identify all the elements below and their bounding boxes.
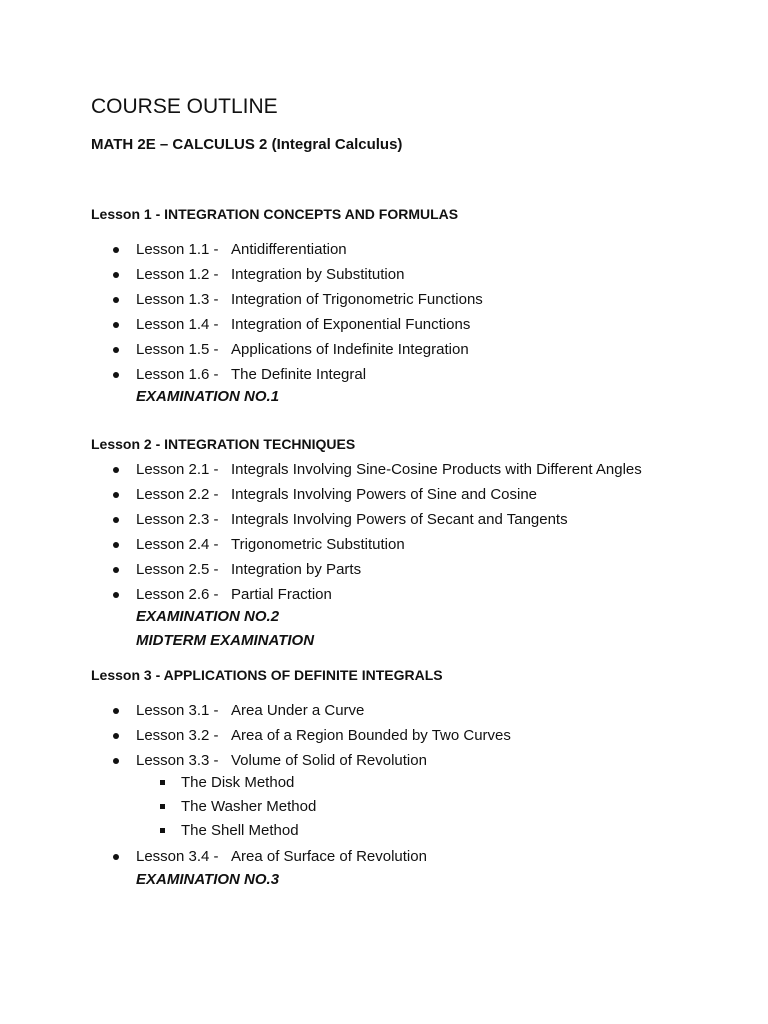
lesson-topic: Integration of Exponential Functions: [231, 316, 471, 333]
lesson-topic: The Definite Integral: [231, 366, 367, 383]
bullet-icon: [113, 517, 119, 523]
square-bullet-icon: [160, 804, 165, 809]
section-heading-lesson-1: Lesson 1 - INTEGRATION CONCEPTS AND FORMULAS: [91, 206, 459, 222]
lesson-topic: Area of Surface of Revolution: [231, 848, 427, 865]
lesson-code: Lesson 3.3 -: [136, 752, 219, 769]
lesson-topic: Integration by Parts: [231, 561, 362, 578]
lesson-code: Lesson 1.2 -: [136, 266, 219, 283]
lesson-topic: Integration by Substitution: [231, 266, 405, 283]
bullet-icon: [113, 567, 119, 573]
lesson-topic: Integrals Involving Sine-Cosine Products with Different Angles: [231, 461, 642, 478]
lesson-topic: Volume of Solid of Revolution: [231, 752, 427, 769]
lesson-topic: Partial Fraction: [231, 586, 332, 603]
square-bullet-icon: [160, 828, 165, 833]
bullet-icon: [113, 542, 119, 548]
bullet-icon: [113, 372, 119, 378]
method-label: The Shell Method: [181, 822, 299, 839]
lesson-topic: Integrals Involving Powers of Sine and Cosine: [231, 486, 538, 503]
bullet-icon: [113, 272, 119, 278]
lesson-topic: Applications of Indefinite Integration: [231, 341, 469, 358]
lesson-topic: Antidifferentiation: [231, 241, 347, 258]
bullet-icon: [113, 733, 119, 739]
lesson-topic: Trigonometric Substitution: [231, 536, 405, 553]
method-label: The Disk Method: [181, 774, 295, 791]
examination-label: EXAMINATION NO.2: [136, 608, 280, 625]
lesson-code: Lesson 2.4 -: [136, 536, 219, 553]
lesson-code: Lesson 3.2 -: [136, 727, 219, 744]
bullet-icon: [113, 492, 119, 498]
bullet-icon: [113, 758, 119, 764]
bullet-icon: [113, 297, 119, 303]
section-heading-lesson-3: Lesson 3 - APPLICATIONS OF DEFINITE INTEGRALS: [91, 667, 443, 683]
lesson-code: Lesson 2.2 -: [136, 486, 219, 503]
bullet-icon: [113, 592, 119, 598]
bullet-icon: [113, 467, 119, 473]
lesson-topic: Integrals Involving Powers of Secant and Tangents: [231, 511, 568, 528]
bullet-icon: [113, 322, 119, 328]
square-bullet-icon: [160, 780, 165, 785]
midterm-examination-label: MIDTERM EXAMINATION: [136, 632, 315, 649]
lesson-code: Lesson 2.6 -: [136, 586, 219, 603]
lesson-code: Lesson 3.4 -: [136, 848, 219, 865]
lesson-code: Lesson 1.6 -: [136, 366, 219, 383]
lesson-topic: Area of a Region Bounded by Two Curves: [231, 727, 511, 744]
bullet-icon: [113, 854, 119, 860]
method-label: The Washer Method: [181, 798, 317, 815]
page-title: COURSE OUTLINE: [91, 95, 278, 118]
lesson-code: Lesson 1.5 -: [136, 341, 219, 358]
lesson-code: Lesson 2.3 -: [136, 511, 219, 528]
lesson-code: Lesson 1.3 -: [136, 291, 219, 308]
lesson-code: Lesson 1.4 -: [136, 316, 219, 333]
bullet-icon: [113, 708, 119, 714]
lesson-topic: Integration of Trigonometric Functions: [231, 291, 483, 308]
section-heading-lesson-2: Lesson 2 - INTEGRATION TECHNIQUES: [91, 436, 356, 452]
examination-label: EXAMINATION NO.1: [136, 388, 280, 405]
lesson-code: Lesson 1.1 -: [136, 241, 219, 258]
examination-label: EXAMINATION NO.3: [136, 871, 280, 888]
course-title: MATH 2E – CALCULUS 2 (Integral Calculus): [91, 136, 403, 153]
bullet-icon: [113, 347, 119, 353]
lesson-code: Lesson 3.1 -: [136, 702, 219, 719]
lesson-topic: Area Under a Curve: [231, 702, 365, 719]
lesson-code: Lesson 2.5 -: [136, 561, 219, 578]
bullet-icon: [113, 247, 119, 253]
lesson-code: Lesson 2.1 -: [136, 461, 219, 478]
